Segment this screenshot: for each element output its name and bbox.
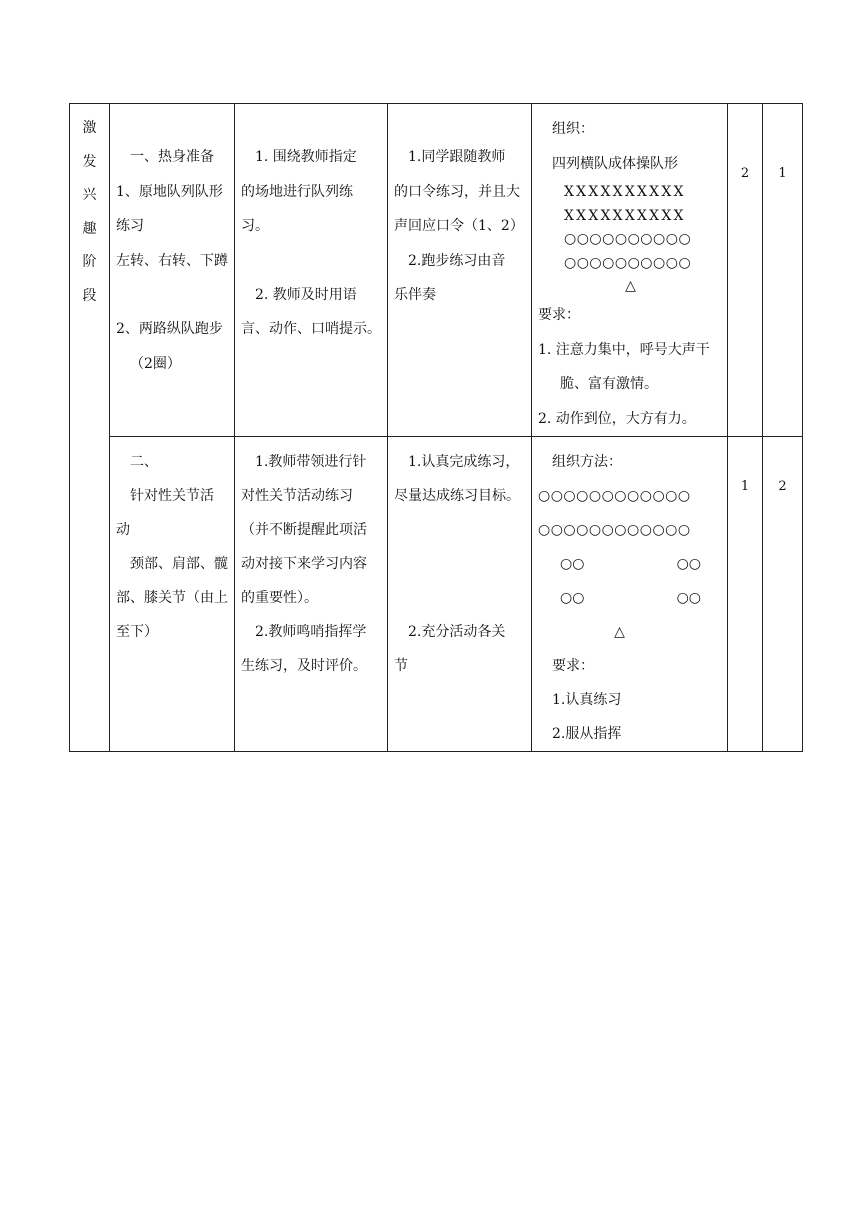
formation-pair: ○○ [560, 590, 585, 606]
formation-row: XXXXXXXXXX [564, 184, 686, 200]
content-line: 动 [116, 522, 130, 538]
student-cell [388, 437, 532, 752]
content-line: 一、热身准备 [130, 149, 214, 165]
stage-char: 发 [82, 153, 97, 170]
formation-row: ○○○○○○○○○○○○ [538, 522, 691, 538]
content-line: （2圈） [130, 355, 181, 372]
org-requirement: 2.服从指挥 [552, 726, 622, 742]
stage-char: 趣 [82, 220, 97, 237]
stage-char: 段 [82, 287, 97, 304]
org-requirement: 1. 注意力集中，呼号大声干 [538, 341, 710, 358]
count-cell: 1 [728, 437, 763, 752]
formation-pair-row [538, 581, 723, 615]
teacher-position-icon: △ [625, 278, 636, 294]
teacher-line: 动对接下来学习内容 [241, 556, 367, 572]
teacher-line: 1. 围绕教师指定 [255, 149, 357, 165]
student-cell [388, 104, 532, 437]
formation-pair: ○○ [560, 556, 585, 572]
teacher-position-icon: △ [614, 624, 625, 640]
content-line: 部、膝关节（由上 [116, 590, 228, 606]
count-cell: 2 [728, 104, 763, 437]
content-cell [110, 437, 235, 752]
organization-cell [532, 104, 728, 437]
stage-char: 激 [82, 120, 97, 136]
student-line: 尽量达成练习目标。 [394, 488, 520, 504]
teacher-line: （并不断提醒此项活 [241, 522, 367, 538]
content-line: 练习 [116, 218, 144, 234]
teacher-line: 2.教师鸣哨指挥学 [255, 624, 367, 640]
teacher-line: 的场地进行队列练 [241, 183, 353, 200]
teacher-line: 2. 教师及时用语 [255, 286, 357, 303]
content-cell [110, 104, 235, 437]
teacher-line: 1.教师带领进行针 [255, 454, 367, 470]
student-line: 声回应口令（1、2） [394, 218, 524, 234]
org-requirement-label: 要求： [552, 658, 594, 674]
table-row [70, 104, 803, 437]
teacher-line: 生练习，及时评价。 [241, 658, 367, 674]
formation-row: XXXXXXXXXX [564, 207, 686, 224]
formation-pair: ○○ [676, 590, 701, 606]
formation-pair: ○○ [676, 556, 701, 572]
intensity-cell: 2 [763, 437, 803, 752]
formation-pair-row [538, 547, 723, 581]
content-line: 颈部、肩部、髋 [130, 556, 228, 572]
content-line: 左转、右转、下蹲 [116, 252, 228, 269]
content-line: 针对性关节活 [130, 488, 214, 504]
teacher-line: 对性关节活动练习 [241, 488, 353, 504]
org-formation: 四列横队成体操队形 [552, 155, 678, 172]
teacher-line: 的重要性）。 [241, 590, 318, 606]
student-line: 2.充分活动各关 [408, 624, 506, 640]
org-requirement-label: 要求： [538, 307, 580, 323]
content-line: 1、原地队列队形 [116, 183, 223, 200]
student-line: 1.同学跟随教师 [408, 149, 506, 165]
teacher-cell [235, 104, 388, 437]
org-label: 组织方法： [552, 454, 622, 470]
student-line: 2.跑步练习由音 [408, 252, 506, 269]
stage-char: 兴 [82, 187, 97, 203]
org-label: 组织： [552, 121, 594, 137]
student-line: 乐伴奏 [394, 287, 436, 303]
formation-row: ○○○○○○○○○○○○ [538, 488, 691, 504]
organization-cell [532, 437, 728, 752]
org-requirement: 脆、富有激情。 [560, 376, 658, 392]
org-requirement: 2. 动作到位，大方有力。 [538, 410, 696, 427]
student-line: 的口令练习，并且大 [394, 183, 520, 200]
stage-cell [70, 104, 110, 752]
teacher-line: 言、动作、口哨提示。 [241, 321, 381, 337]
content-line: 二、 [130, 454, 158, 470]
formation-row: ○○○○○○○○○○ [564, 231, 692, 247]
teacher-cell [235, 437, 388, 752]
stage-char: 阶 [82, 254, 97, 270]
lesson-plan-table [69, 103, 803, 752]
org-requirement: 1.认真练习 [552, 692, 622, 708]
table-row [70, 437, 803, 752]
student-line: 1.认真完成练习， [408, 454, 520, 470]
student-line: 节 [394, 658, 408, 674]
content-line: 至下） [116, 624, 158, 640]
content-line: 2、两路纵队跑步 [116, 321, 223, 337]
intensity-cell: 1 [763, 104, 803, 437]
formation-row: ○○○○○○○○○○ [564, 254, 692, 271]
teacher-line: 习。 [241, 218, 269, 234]
